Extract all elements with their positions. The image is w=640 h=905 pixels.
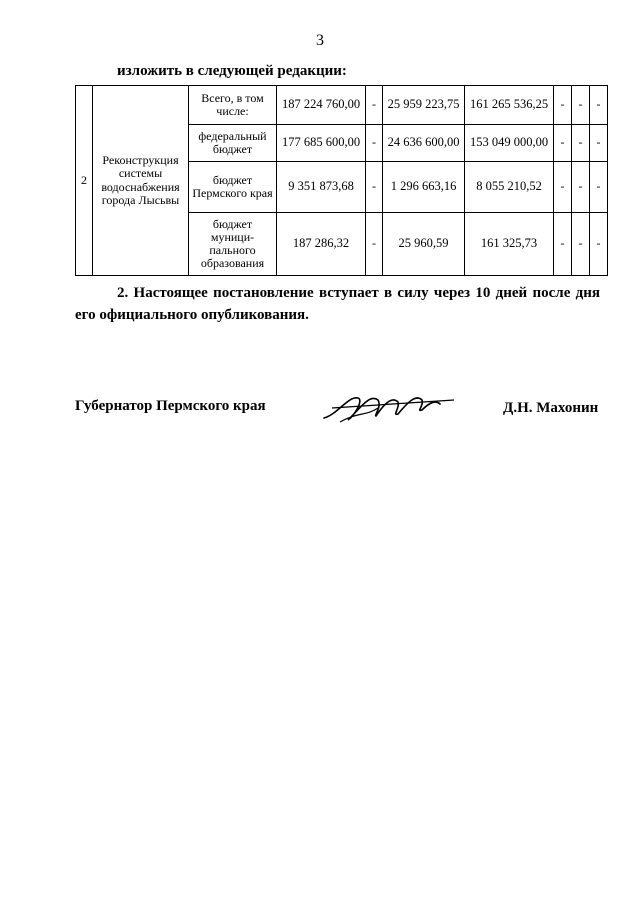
value-cell: 24 636 600,00 (383, 125, 465, 162)
total-cell: 177 685 600,00 (277, 125, 366, 162)
value-cell: - (366, 125, 383, 162)
funding-source-cell: Всего, в том числе: (189, 86, 277, 125)
value-cell: - (554, 213, 572, 276)
total-cell: 187 286,32 (277, 213, 366, 276)
value-cell: - (366, 213, 383, 276)
value-cell: - (572, 162, 590, 213)
value-cell: 1 296 663,16 (383, 162, 465, 213)
funding-source-cell: бюджет Пермского края (189, 162, 277, 213)
total-cell: 9 351 873,68 (277, 162, 366, 213)
handwritten-signature (318, 386, 458, 426)
paragraph-text: 2. Настоящее постановление вступает в силу через 10 дней после дня его официального опубликования. (75, 285, 600, 323)
signatory-title: Губернатор Пермского края (75, 398, 266, 414)
value-cell: 8 055 210,52 (465, 162, 554, 213)
signatory-name: Д.Н. Махонин (503, 400, 599, 416)
value-cell: 25 960,59 (383, 213, 465, 276)
row-number-cell: 2 (76, 86, 93, 276)
value-cell: 25 959 223,75 (383, 86, 465, 125)
value-cell: - (590, 213, 608, 276)
funding-source-cell: бюджет муници-пального образования (189, 213, 277, 276)
total-cell: 187 224 760,00 (277, 86, 366, 125)
object-name-cell: Реконструкция системы водоснабжения города Лысьвы (93, 86, 189, 276)
budget-table (75, 85, 608, 276)
value-cell: - (554, 162, 572, 213)
value-cell: - (590, 125, 608, 162)
value-cell: - (366, 86, 383, 125)
table-row (76, 86, 608, 125)
value-cell: - (572, 125, 590, 162)
page-number: 3 (316, 32, 324, 49)
value-cell: - (554, 86, 572, 125)
intro-text: изложить в следующей редакции: (117, 63, 347, 79)
body-paragraph (75, 282, 600, 326)
value-cell: 161 325,73 (465, 213, 554, 276)
value-cell: - (572, 86, 590, 125)
value-cell: 161 265 536,25 (465, 86, 554, 125)
value-cell: - (590, 162, 608, 213)
funding-source-cell: федеральный бюджет (189, 125, 277, 162)
value-cell: - (590, 86, 608, 125)
value-cell: - (366, 162, 383, 213)
value-cell: 153 049 000,00 (465, 125, 554, 162)
value-cell: - (554, 125, 572, 162)
value-cell: - (572, 213, 590, 276)
